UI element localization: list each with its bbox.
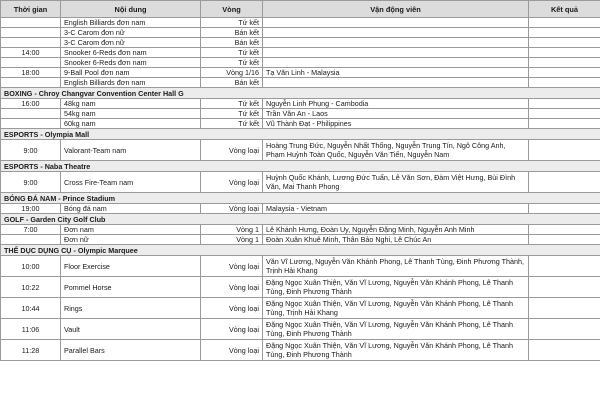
table-row — [1, 298, 600, 319]
athletes-cell: Vũ Thành Đạt - Philippines — [263, 119, 529, 129]
round-cell: Vòng loại — [201, 256, 263, 277]
result-cell — [529, 340, 600, 361]
section-row — [1, 161, 600, 172]
table-row — [1, 340, 600, 361]
time-cell: 19:00 — [1, 204, 61, 214]
section-title: THỂ DỤC DỤNG CỤ - Olympic Marquee — [1, 245, 600, 256]
event-cell: 3-C Carom đơn nữ — [61, 38, 201, 48]
event-cell: Cross Fire-Team nam — [61, 172, 201, 193]
event-cell: English Billiards đơn nam — [61, 18, 201, 28]
event-cell: 9-Ball Pool đơn nam — [61, 68, 201, 78]
event-cell: 48kg nam — [61, 99, 201, 109]
result-cell — [529, 48, 600, 58]
section-title: GOLF - Garden City Golf Club — [1, 214, 600, 225]
event-cell: Pommel Horse — [61, 277, 201, 298]
time-cell: 7:00 — [1, 225, 61, 235]
athletes-cell: Đặng Ngọc Xuân Thiện, Văn Vĩ Lương, Nguyễn Văn Khánh Phong, Lê Thanh Tùng, Trịnh Hải Khang — [263, 298, 529, 319]
table-row — [1, 99, 600, 109]
table-row — [1, 204, 600, 214]
event-cell: English Billiards đơn nam — [61, 78, 201, 88]
athletes-cell: Đặng Ngọc Xuân Thiện, Văn Vĩ Lương, Nguyễn Văn Khánh Phong, Lê Thanh Tùng, Đinh Phương Thành — [263, 277, 529, 298]
table-row — [1, 78, 600, 88]
result-cell — [529, 119, 600, 129]
athletes-cell: Malaysia - Vietnam — [263, 204, 529, 214]
time-cell: 10:44 — [1, 298, 61, 319]
table-row — [1, 48, 600, 58]
round-cell: Vòng loại — [201, 204, 263, 214]
time-cell: 9:00 — [1, 140, 61, 161]
round-cell: Tứ kết — [201, 109, 263, 119]
result-cell — [529, 140, 600, 161]
athletes-cell: Đặng Ngọc Xuân Thiện, Văn Vĩ Lương, Nguyễn Văn Khánh Phong, Lê Thanh Tùng, Đinh Phương Thành — [263, 319, 529, 340]
time-cell: 18:00 — [1, 68, 61, 78]
event-cell: 54kg nam — [61, 109, 201, 119]
athletes-cell: Trần Văn An - Laos — [263, 109, 529, 119]
section-row — [1, 129, 600, 140]
header-round: Vòng — [201, 1, 263, 18]
result-cell — [529, 109, 600, 119]
section-title: ESPORTS - Olympia Mall — [1, 129, 600, 140]
athletes-cell — [263, 38, 529, 48]
round-cell: Vòng loại — [201, 319, 263, 340]
table-row — [1, 68, 600, 78]
header-result: Kết quả — [529, 1, 600, 18]
result-cell — [529, 58, 600, 68]
athletes-cell — [263, 48, 529, 58]
round-cell: Tứ kết — [201, 48, 263, 58]
athletes-cell: Hoàng Trung Đức, Nguyễn Nhất Thống, Nguyễn Trung Tín, Ngô Công Anh, Phạm Huỳnh Toàn Quốc, Nguyễn Văn Tiến, Nguyễn Nam — [263, 140, 529, 161]
table-body — [1, 18, 600, 361]
time-cell: 10:22 — [1, 277, 61, 298]
athletes-cell — [263, 78, 529, 88]
athletes-cell — [263, 58, 529, 68]
section-title: ESPORTS - Naba Theatre — [1, 161, 600, 172]
result-cell — [529, 38, 600, 48]
round-cell: Bán kết — [201, 38, 263, 48]
table-row — [1, 256, 600, 277]
event-cell: Bóng đá nam — [61, 204, 201, 214]
time-cell: 9:00 — [1, 172, 61, 193]
table-row — [1, 28, 600, 38]
table-row — [1, 109, 600, 119]
section-row — [1, 88, 600, 99]
table-row — [1, 235, 600, 245]
table-row — [1, 277, 600, 298]
round-cell: Vòng loại — [201, 298, 263, 319]
athletes-cell: Đặng Ngọc Xuân Thiện, Văn Vĩ Lương, Nguyễn Văn Khánh Phong, Lê Thanh Tùng, Đinh Phương Thành — [263, 340, 529, 361]
table-row — [1, 38, 600, 48]
round-cell: Vòng 1 — [201, 235, 263, 245]
round-cell: Tứ kết — [201, 119, 263, 129]
athletes-cell: Huỳnh Quốc Khánh, Lương Đức Tuấn, Lê Văn Sơn, Đàm Việt Hưng, Bùi Đình Văn, Mai Thanh Phong — [263, 172, 529, 193]
round-cell: Bán kết — [201, 28, 263, 38]
athletes-cell: Lê Khánh Hưng, Đoàn Uy, Nguyễn Đặng Minh, Nguyễn Anh Minh — [263, 225, 529, 235]
athletes-cell — [263, 28, 529, 38]
time-cell — [1, 109, 61, 119]
time-cell — [1, 119, 61, 129]
round-cell: Bán kết — [201, 78, 263, 88]
time-cell — [1, 78, 61, 88]
result-cell — [529, 28, 600, 38]
event-cell: Parallel Bars — [61, 340, 201, 361]
time-cell: 11:28 — [1, 340, 61, 361]
header-athletes: Vận động viên — [263, 1, 529, 18]
result-cell — [529, 235, 600, 245]
result-cell — [529, 277, 600, 298]
result-cell — [529, 78, 600, 88]
event-cell: Snooker 6-Reds đơn nam — [61, 48, 201, 58]
round-cell: Tứ kết — [201, 99, 263, 109]
event-cell: Floor Exercise — [61, 256, 201, 277]
event-cell: 3-C Carom đơn nữ — [61, 28, 201, 38]
table-row — [1, 319, 600, 340]
section-row — [1, 193, 600, 204]
result-cell — [529, 319, 600, 340]
time-cell — [1, 18, 61, 28]
table-row — [1, 58, 600, 68]
section-row — [1, 214, 600, 225]
header-time: Thời gian — [1, 1, 61, 18]
result-cell — [529, 298, 600, 319]
result-cell — [529, 225, 600, 235]
event-cell: Rings — [61, 298, 201, 319]
table-row — [1, 225, 600, 235]
event-cell: Đơn nam — [61, 225, 201, 235]
section-title: BOXING - Chroy Changvar Convention Center Hall G — [1, 88, 600, 99]
time-cell: 11:06 — [1, 319, 61, 340]
time-cell: 16:00 — [1, 99, 61, 109]
result-cell — [529, 99, 600, 109]
round-cell: Vòng 1/16 — [201, 68, 263, 78]
round-cell: Vòng loại — [201, 140, 263, 161]
round-cell: Vòng loại — [201, 172, 263, 193]
event-cell: Đơn nữ — [61, 235, 201, 245]
table-row — [1, 18, 600, 28]
round-cell: Vòng 1 — [201, 225, 263, 235]
event-cell: 60kg nam — [61, 119, 201, 129]
athletes-cell: Văn Vĩ Lương, Nguyễn Văn Khánh Phong, Lê Thanh Tùng, Đinh Phương Thành, Trịnh Hải Khang — [263, 256, 529, 277]
result-cell — [529, 18, 600, 28]
header-event: Nội dung — [61, 1, 201, 18]
result-cell — [529, 256, 600, 277]
table-row — [1, 172, 600, 193]
athletes-cell — [263, 18, 529, 28]
time-cell — [1, 28, 61, 38]
table-row — [1, 119, 600, 129]
result-cell — [529, 68, 600, 78]
section-row — [1, 245, 600, 256]
time-cell: 10:00 — [1, 256, 61, 277]
time-cell — [1, 235, 61, 245]
table-row — [1, 140, 600, 161]
event-cell: Snooker 6-Reds đơn nam — [61, 58, 201, 68]
result-cell — [529, 204, 600, 214]
round-cell: Tứ kết — [201, 58, 263, 68]
time-cell — [1, 38, 61, 48]
athletes-cell: Đoàn Xuân Khuê Minh, Thân Bảo Nghi, Lê Chúc An — [263, 235, 529, 245]
athletes-cell: Nguyễn Linh Phụng - Cambodia — [263, 99, 529, 109]
event-cell: Valorant-Team nam — [61, 140, 201, 161]
time-cell: 14:00 — [1, 48, 61, 58]
athletes-cell: Tạ Văn Linh - Malaysia — [263, 68, 529, 78]
round-cell: Vòng loại — [201, 340, 263, 361]
round-cell: Vòng loại — [201, 277, 263, 298]
result-cell — [529, 172, 600, 193]
event-cell: Vault — [61, 319, 201, 340]
time-cell — [1, 58, 61, 68]
round-cell: Tứ kết — [201, 18, 263, 28]
table-header — [1, 1, 600, 18]
section-title: BÓNG ĐÁ NAM - Prince Stadium — [1, 193, 600, 204]
